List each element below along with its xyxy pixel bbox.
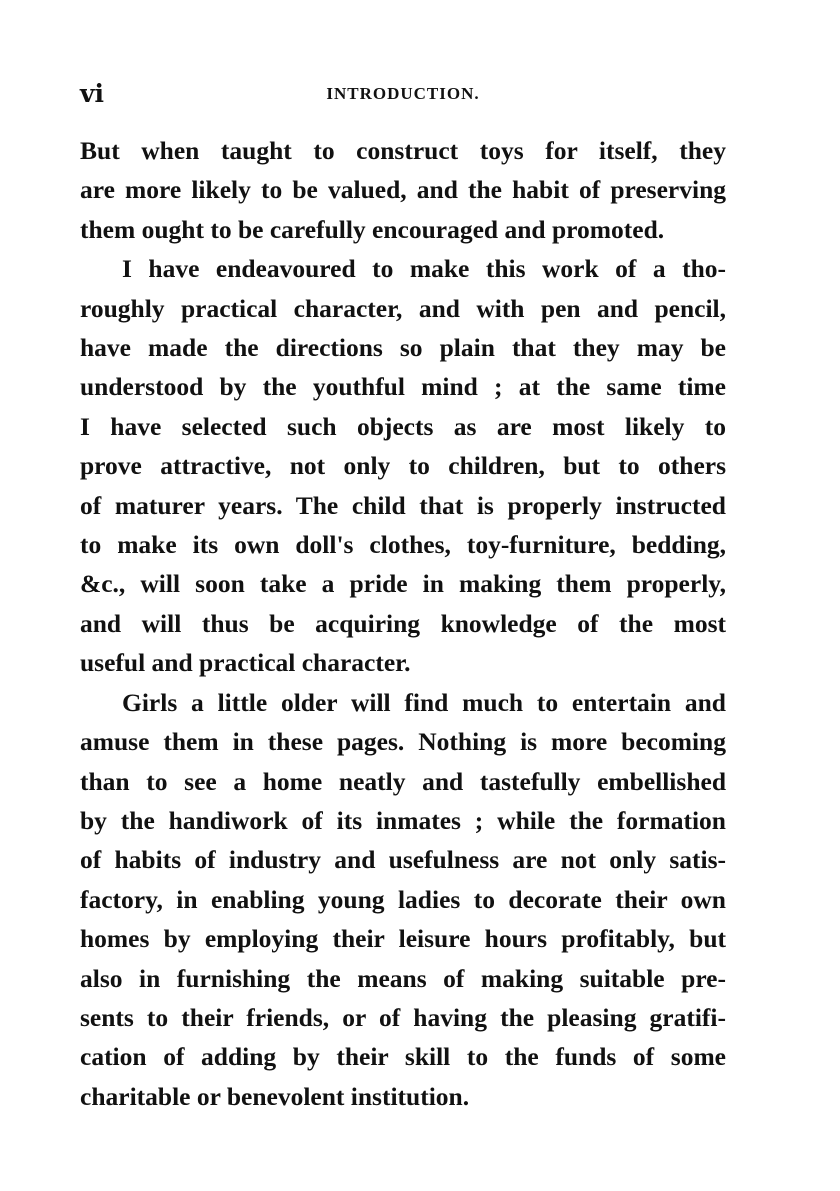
text-line: homes by employing their leisure hours profitably, but xyxy=(80,924,726,954)
text-line: of habits of industry and usefulness are not only satis- xyxy=(80,845,726,875)
text-line: prove attractive, not only to children, but to others xyxy=(80,451,726,481)
paragraph-2 xyxy=(80,249,726,682)
text-line: amuse them in these pages. Nothing is more becoming xyxy=(80,727,726,757)
text-line: have made the directions so plain that they may be xyxy=(80,333,726,363)
text-line: Girls a little older will find much to entertain and xyxy=(122,687,726,717)
paragraph-3 xyxy=(80,683,726,1116)
running-head: INTRODUCTION. xyxy=(326,84,480,103)
text-line: useful and practical character. xyxy=(80,648,411,678)
text-line: understood by the youthful mind ; at the same time xyxy=(80,372,726,402)
text-line: I have endeavoured to make this work of a tho- xyxy=(122,254,726,284)
body-text xyxy=(80,131,726,1116)
text-line: But when taught to construct toys for itself, they xyxy=(80,136,726,165)
text-line: them ought to be carefully encouraged and promoted. xyxy=(80,214,665,244)
text-line: also in furnishing the means of making suitable pre- xyxy=(80,963,726,993)
text-line: charitable or benevolent institution. xyxy=(80,1081,470,1111)
text-line: sents to their friends, or of having the pleasing gratifi- xyxy=(80,1002,726,1032)
text-line: and will thus be acquiring knowledge of the most xyxy=(80,608,726,638)
text-line: of maturer years. The child that is properly instructed xyxy=(80,490,726,520)
page-number: vi xyxy=(80,79,105,108)
text-line: factory, in enabling young ladies to decorate their own xyxy=(80,884,726,914)
text-line: to make its own doll's clothes, toy-furniture, bedding, xyxy=(80,530,726,560)
text-line: cation of adding by their skill to the funds of some xyxy=(80,1042,726,1072)
text-line: roughly practical character, and with pen and pencil, xyxy=(80,293,726,323)
text-line: &c., will soon take a pride in making them properly, xyxy=(80,569,726,599)
paragraph-1 xyxy=(80,131,726,249)
text-line: than to see a home neatly and tastefully embellished xyxy=(80,766,726,796)
page-header xyxy=(80,76,726,112)
text-line: by the handiwork of its inmates ; while the formation xyxy=(80,805,726,835)
text-line: are more likely to be valued, and the habit of preserving xyxy=(80,175,726,205)
text-line: I have selected such objects as are most likely to xyxy=(80,411,726,441)
